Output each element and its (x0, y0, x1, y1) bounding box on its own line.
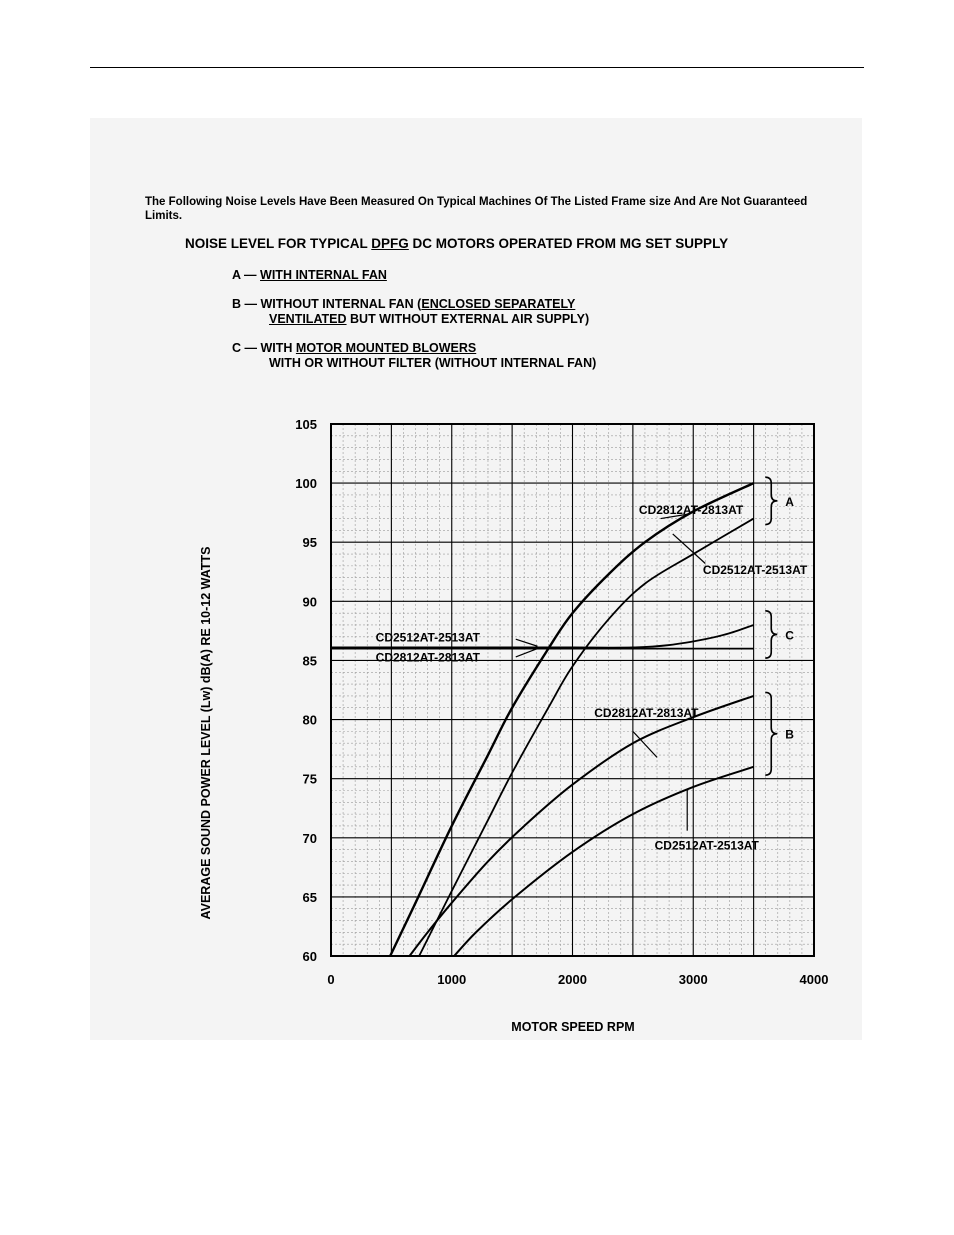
y-axis-label: AVERAGE SOUND POWER LEVEL (Lw) dB(A) RE 10-12 WATTS (199, 546, 213, 920)
annotation-label: CD2812AT-2813AT (375, 650, 480, 665)
legend-c-text2: WITH OR WITHOUT FILTER (WITHOUT INTERNAL FAN) (269, 356, 597, 370)
legend-b-underline1: ENCLOSED SEPARATELY (421, 297, 576, 311)
annotation-leader (516, 639, 538, 646)
group-label-b: B (785, 727, 794, 742)
y-tick-label: 80 (302, 712, 317, 728)
y-tick-label: 60 (302, 949, 317, 964)
x-axis-label: MOTOR SPEED RPM (511, 1020, 635, 1034)
y-tick-label: 95 (302, 535, 317, 551)
legend-c-prefix: C — (232, 341, 257, 355)
x-tick-label: 2000 (558, 972, 587, 987)
heading-dpfg: DPFG (371, 236, 409, 251)
annotation-label: CD2812AT-2813AT (638, 502, 744, 517)
legend-b-underline2: VENTILATED (269, 312, 347, 326)
y-tick-label: 90 (302, 594, 317, 610)
heading-pre: NOISE LEVEL FOR TYPICAL (185, 236, 372, 251)
group-label-c: C (785, 628, 794, 643)
group-brace-c (765, 611, 777, 658)
annotation-leader (673, 534, 706, 564)
legend-a-text: WITH INTERNAL FAN (260, 268, 387, 282)
legend-a-prefix: A — (232, 268, 257, 282)
legend-b-prefix: B — (232, 297, 257, 311)
heading-post: DC MOTORS OPERATED FROM MG SET SUPPLY (408, 236, 729, 251)
y-tick-label: 75 (302, 771, 317, 787)
legend-b-text1: WITHOUT INTERNAL FAN ( (260, 297, 422, 311)
x-tick-label: 0 (327, 972, 335, 987)
y-tick-label: 85 (302, 653, 317, 669)
group-label-a: A (785, 494, 794, 509)
x-tick-label: 1000 (437, 972, 467, 987)
legend-b-text2: BUT WITHOUT EXTERNAL AIR SUPPLY) (346, 312, 590, 326)
y-tick-label: 70 (302, 830, 317, 846)
series-line-a-1 (419, 519, 753, 956)
y-tick-label: 65 (302, 889, 317, 905)
x-tick-labels (327, 972, 828, 987)
x-tick-label: 4000 (799, 972, 829, 987)
series-line-b-4 (409, 696, 753, 956)
intro-note: The Following Noise Levels Have Been Measured On Typical Machines Of The Listed Frame size And Are Not Guaranteed Limits. (145, 196, 808, 222)
group-brace-a (765, 477, 777, 524)
series-annotations (376, 503, 808, 853)
y-tick-label: 100 (295, 476, 317, 492)
x-tick-label: 3000 (678, 972, 708, 987)
annotation-leader (516, 649, 538, 657)
annotation-label: CD2812AT-2813AT (594, 706, 699, 721)
annotation-label: CD2512AT-2513AT (375, 630, 480, 645)
annotation-label: CD2512AT-2513AT (654, 838, 759, 853)
annotation-label: CD2512AT-2513AT (702, 563, 808, 578)
legend-c-underline1: MOTOR MOUNTED BLOWERS (295, 341, 477, 355)
y-tick-label: 105 (295, 417, 317, 432)
legend-c-text1: WITH (260, 341, 296, 355)
group-brace-b (765, 692, 777, 775)
y-tick-labels (295, 417, 317, 964)
